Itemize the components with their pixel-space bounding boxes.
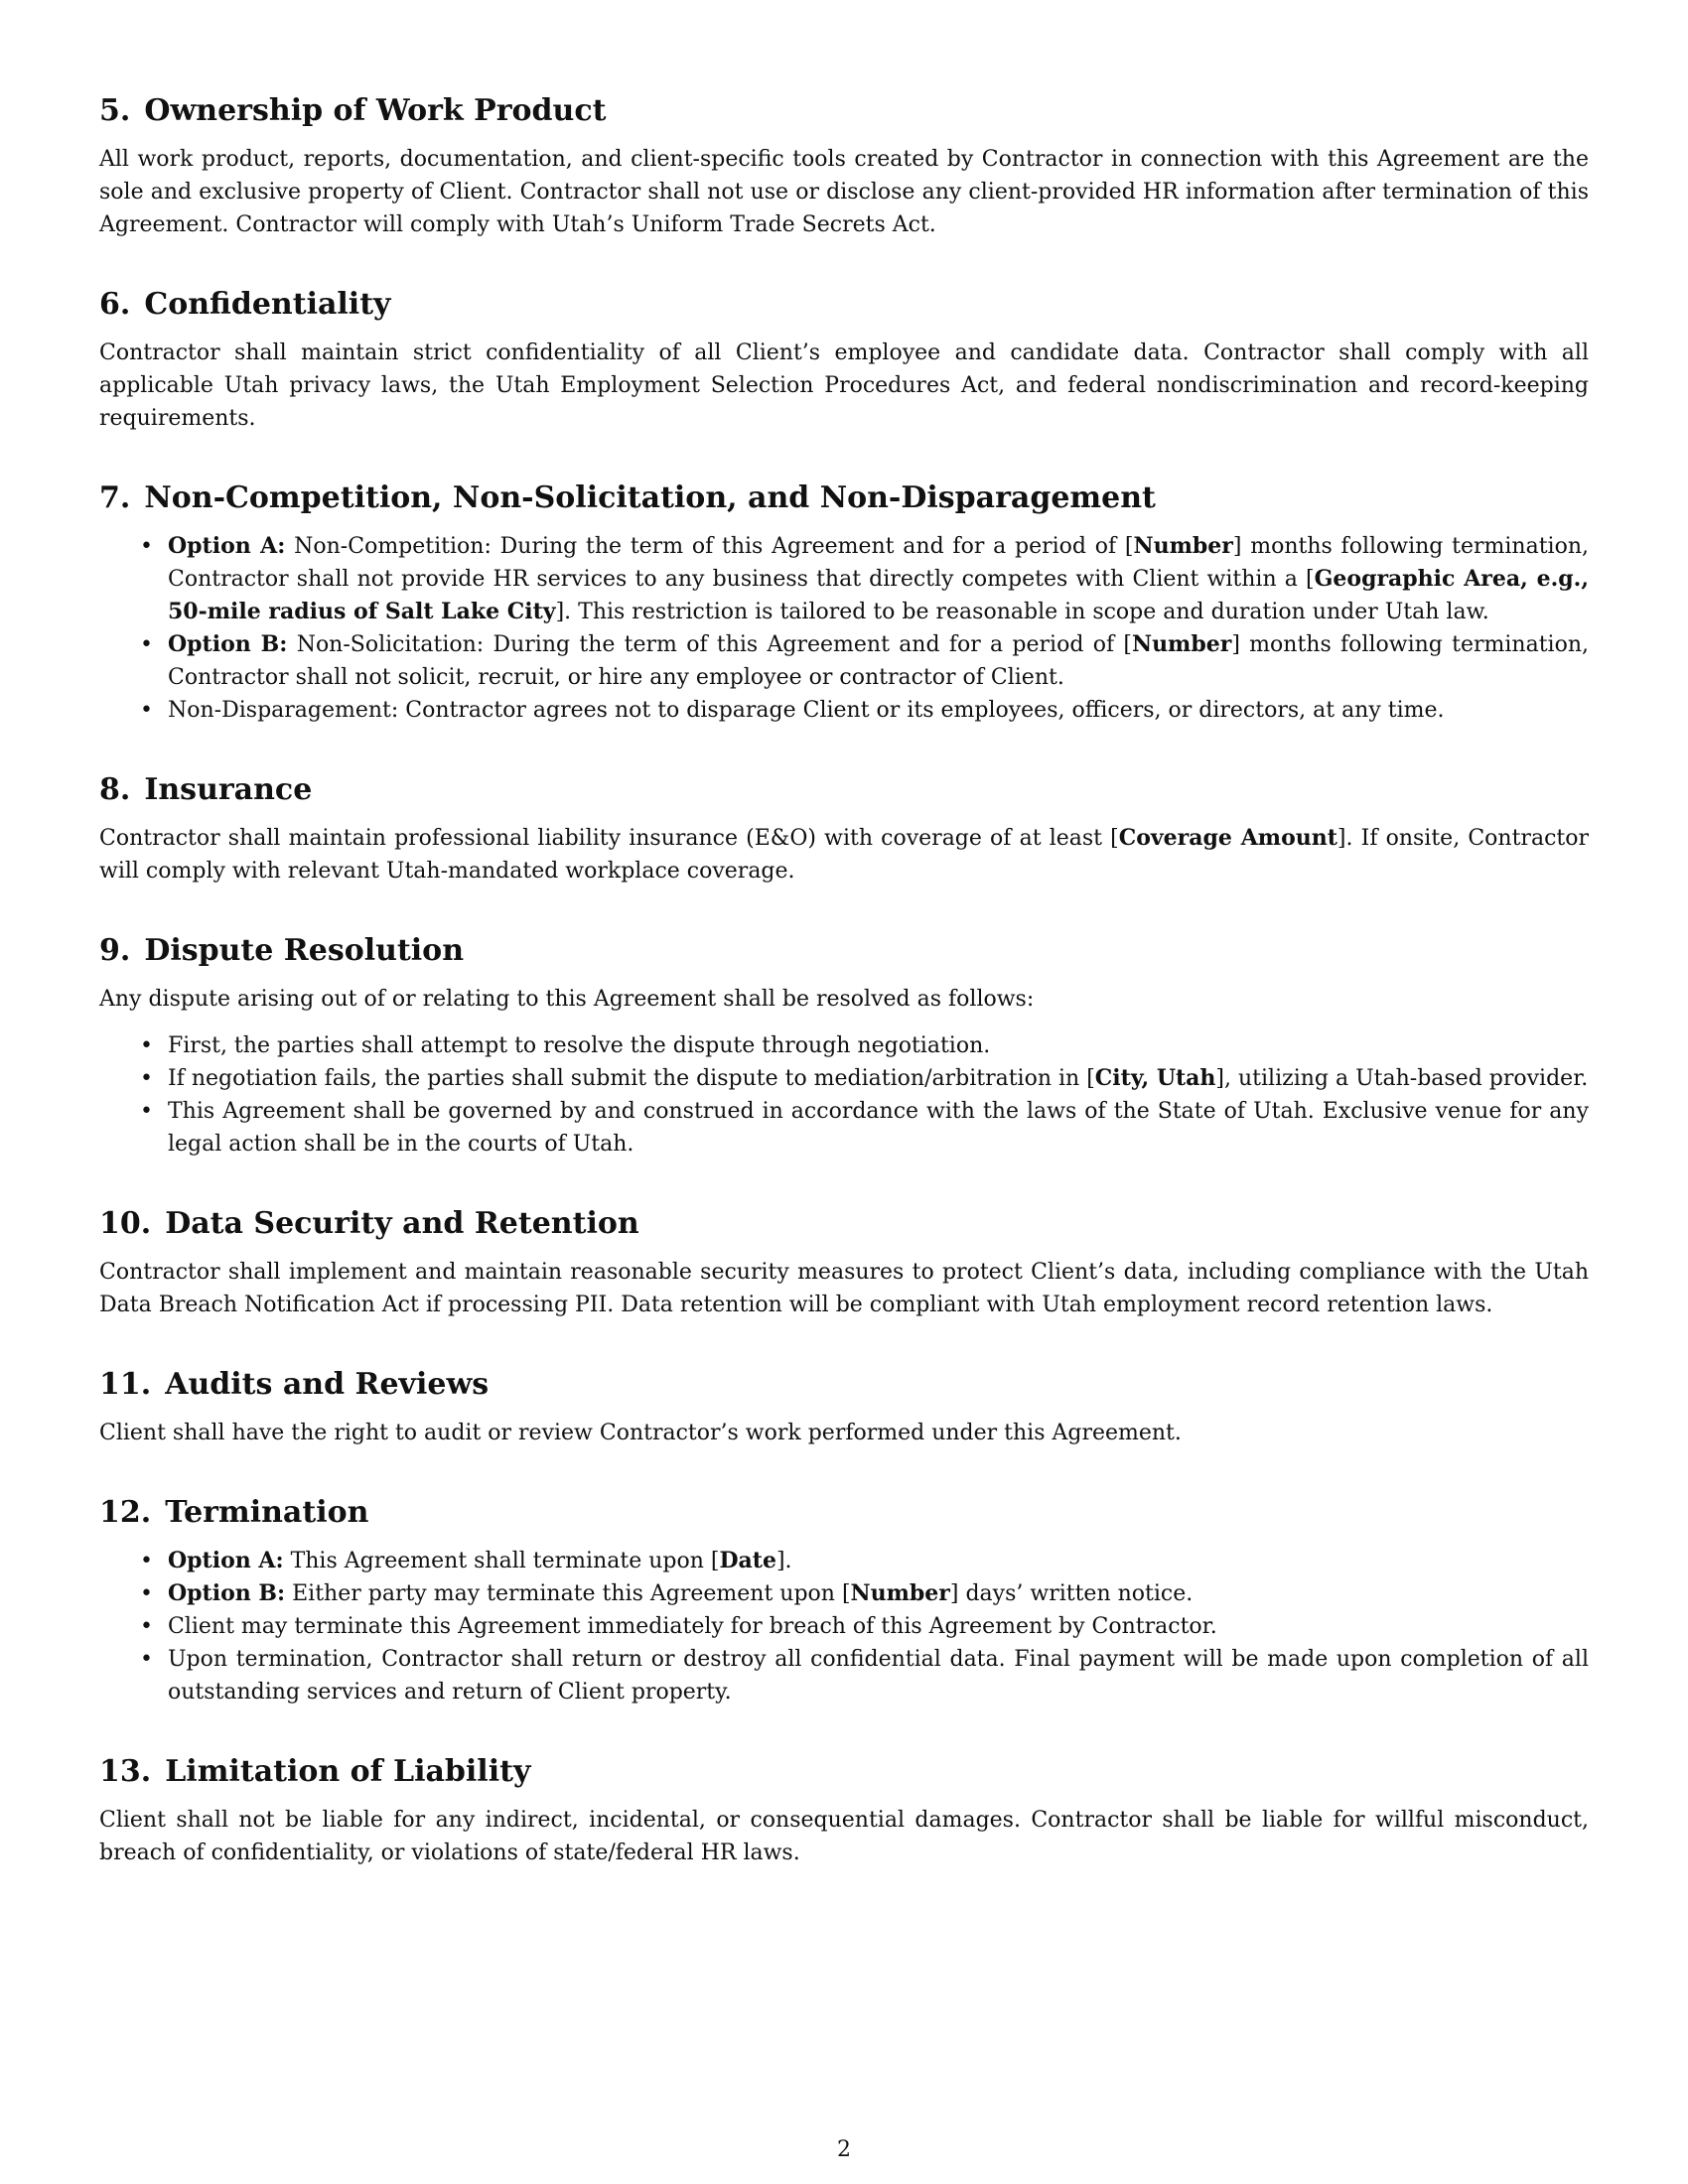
section-heading: 6. Confidentiality [99,287,391,322]
section-title: Confidentiality [144,287,391,322]
option-label: Option A: [168,533,286,559]
document-page [99,91,1589,1913]
option-label: Option B: [168,631,288,657]
page-number: 2 [837,2137,851,2162]
list-item: • This Agreement shall be governed by and construed in accordance with the laws of the State of Utah. Exclusive venue for any legal action shall be in the courts of Utah. [168,1095,1589,1160]
section-title: Non-Competition, Non-Solicitation, and Non-Disparagement [144,480,1156,515]
section-heading: 5. Ownership of Work Product [99,93,607,128]
section-dispute-resolution [99,931,1589,1160]
section-limitation-of-liability [99,1752,1589,1869]
section-paragraph: Client shall have the right to audit or review Contractor’s work performed under this Agreement. [99,1421,1182,1445]
placeholder-field: City, Utah [1094,1065,1216,1091]
placeholder-field: Coverage Amount [1118,825,1337,851]
bullet-list [99,530,1589,727]
section-title: Dispute Resolution [144,933,465,968]
section-paragraph: Contractor shall implement and maintain reasonable security measures to protect Client’s data, including compliance with the Utah Data Breach Notification Act if processing PII. Data retention will be compliant with Utah employment record retention laws. [99,1260,1589,1317]
placeholder-field: Date [719,1548,776,1573]
section-heading: 8. Insurance [99,772,313,807]
bullet-list [99,1545,1589,1708]
option-label: Option A: [168,1548,284,1573]
section-non-competition [99,478,1589,727]
section-paragraph: Any dispute arising out of or relating to this Agreement shall be resolved as follows: [99,987,1035,1012]
list-item: • Non-Disparagement: Contractor agrees not to disparage Client or its employees, officers, or directors, at any time. [168,694,1589,727]
section-termination [99,1493,1589,1708]
placeholder-field: Number [850,1580,950,1606]
section-audits [99,1365,1589,1449]
list-item: • If negotiation fails, the parties shall submit the dispute to mediation/arbitration in [City, Utah], utilizing a Utah-based provider. [168,1062,1589,1095]
option-label: Option B: [168,1580,286,1606]
section-title: Data Security and Retention [165,1206,639,1241]
section-data-security [99,1204,1589,1321]
section-title: Insurance [144,772,313,807]
section-heading: 12. Termination [99,1495,369,1530]
section-ownership [99,91,1589,241]
list-item: • Option B: Non-Solicitation: During the term of this Agreement and for a period of [Number] months following termination, Contractor shall not solicit, recruit, or hire any employee or contractor of Client. [168,628,1589,694]
list-item: • Upon termination, Contractor shall return or destroy all confidential data. Final payment will be made upon completion of all outstanding services and return of Client property. [168,1643,1589,1708]
section-title: Audits and Reviews [165,1367,490,1402]
section-heading: 11. Audits and Reviews [99,1367,490,1402]
section-paragraph: Contractor shall maintain professional liability insurance (E&O) with coverage of at least [Coverage Amount]. If onsite, Contractor will comply with relevant Utah-mandated workplace coverage. [99,825,1589,884]
section-heading: 7. Non-Competition, Non-Solicitation, and Non-Disparagement [99,480,1156,515]
section-paragraph: All work product, reports, documentation, and client-specific tools created by Contractor in connection with this Agreement are the sole and exclusive property of Client. Contractor shall not use or disclose any client-provided HR information after termination of this Agreement. Contractor will comply with Utah’s Uniform Trade Secrets Act. [99,147,1589,237]
section-heading: 13. Limitation of Liability [99,1754,531,1789]
placeholder-field: Number [1131,631,1232,657]
list-item: • Option A: This Agreement shall terminate upon [Date]. [168,1545,1589,1577]
section-heading: 10. Data Security and Retention [99,1206,639,1241]
list-item: • First, the parties shall attempt to resolve the dispute through negotiation. [168,1029,1589,1062]
placeholder-field: Number [1133,533,1233,559]
list-item: • Client may terminate this Agreement immediately for breach of this Agreement by Contractor. [168,1610,1589,1643]
list-item: • Option B: Either party may terminate this Agreement upon [Number] days’ written notice. [168,1577,1589,1610]
list-item: • Option A: Non-Competition: During the term of this Agreement and for a period of [Number] months following termination, Contractor shall not provide HR services to any business that directly competes with Client within a [Geographic Area, e.g., 50-mile radius of Salt Lake City]. This restriction is tailored to be reasonable in scope and duration under Utah law. [168,530,1589,628]
section-title: Termination [165,1495,369,1530]
section-insurance [99,770,1589,887]
section-title: Ownership of Work Product [144,93,607,128]
placeholder-field: Geographic Area, e.g., 50-mile radius of Salt Lake City [168,566,1589,624]
section-paragraph: Client shall not be liable for any indirect, incidental, or consequential damages. Contractor shall be liable for willful misconduct, breach of confidentiality, or violations of state/federal HR laws. [99,1808,1589,1865]
section-title: Limitation of Liability [165,1754,531,1789]
bullet-list [99,1029,1589,1160]
section-paragraph: Contractor shall maintain strict confidentiality of all Client’s employee and candidate data. Contractor shall comply with all applicable Utah privacy laws, the Utah Employment Selection Procedures Act, and federal nondiscrimination and record-keeping requirements. [99,341,1589,431]
section-heading: 9. Dispute Resolution [99,933,465,968]
section-confidentiality [99,285,1589,435]
